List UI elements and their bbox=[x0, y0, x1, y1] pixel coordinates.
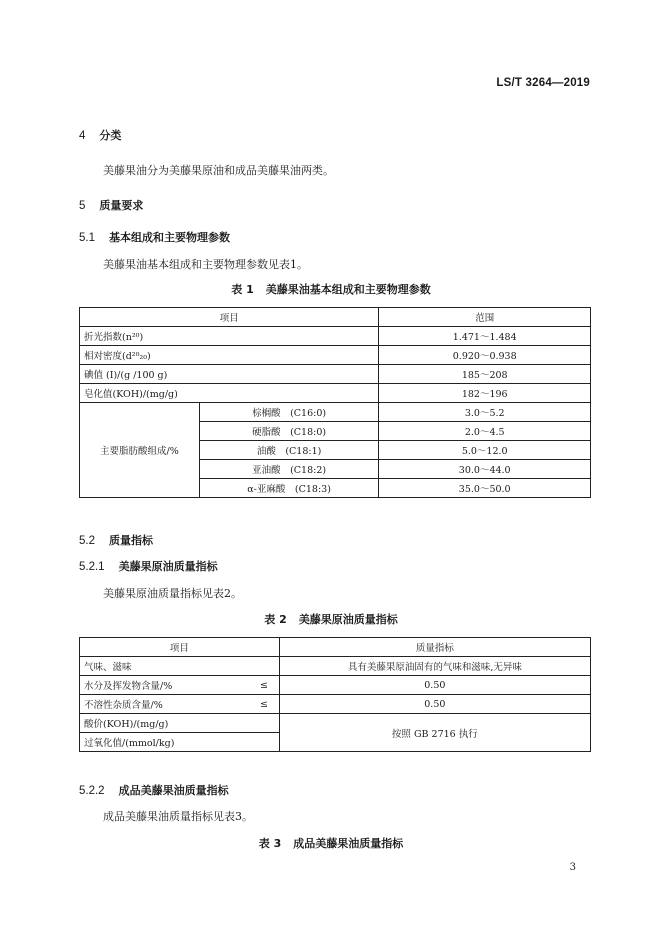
section-4-heading bbox=[79, 127, 121, 143]
standard-code: LS/T 3264—2019 bbox=[496, 77, 590, 89]
section-title: 分类 bbox=[99, 129, 122, 142]
table-3-caption bbox=[0, 835, 662, 851]
table-title: 美藤果原油质量指标 bbox=[298, 613, 398, 626]
table-number: 表 3 bbox=[258, 837, 282, 850]
section-title: 质量要求 bbox=[99, 199, 144, 212]
section-title: 美藤果原油质量指标 bbox=[118, 560, 218, 573]
table-row bbox=[80, 365, 591, 384]
section-number: 5.2.1 bbox=[79, 561, 105, 573]
table-header-row bbox=[80, 638, 591, 657]
section-5-2-2-text: 成品美藤果油质量指标见表3。 bbox=[103, 810, 253, 823]
fatty-acid-cell: 亚油酸 (C18:2) bbox=[199, 460, 379, 479]
item-cell: 碘值 (I)/(g /100 g) bbox=[80, 365, 379, 384]
fatty-acid-cell: 硬脂酸 (C18:0) bbox=[199, 422, 379, 441]
fatty-acid-cell: 油酸 (C18:1) bbox=[199, 441, 379, 460]
table-1-caption bbox=[0, 281, 662, 297]
table-row bbox=[80, 384, 591, 403]
table-row bbox=[80, 657, 591, 676]
item-cell: 折光指数(n²⁰) bbox=[80, 327, 379, 346]
section-5-1-heading bbox=[79, 229, 230, 245]
item-cell: 相对密度(d²⁰₂₀) bbox=[80, 346, 379, 365]
table-title: 成品美藤果油质量指标 bbox=[293, 837, 404, 850]
header-cell: 质量指标 bbox=[279, 638, 590, 657]
fatty-acid-cell: α-亚麻酸 (C18:3) bbox=[199, 479, 379, 498]
table-number: 表 1 bbox=[231, 283, 254, 296]
fatty-acid-cell: 棕榈酸 (C16:0) bbox=[199, 403, 379, 422]
section-5-2-heading bbox=[79, 532, 153, 548]
value-cell: 2.0～4.5 bbox=[379, 422, 591, 441]
section-number: 5.2.2 bbox=[79, 785, 105, 797]
item-cell: 过氧化值/(mmol/kg) bbox=[80, 733, 280, 752]
table-2-caption bbox=[0, 611, 662, 627]
section-4-text: 美藤果油分为美藤果原油和成品美藤果油两类。 bbox=[103, 164, 334, 177]
value-cell: 35.0～50.0 bbox=[379, 479, 591, 498]
item-cell: 水分及挥发物含量/% bbox=[80, 676, 250, 695]
section-5-2-1-heading bbox=[79, 558, 218, 574]
value-cell: 3.0～5.2 bbox=[379, 403, 591, 422]
value-cell: 按照 GB 2716 执行 bbox=[279, 714, 590, 752]
table-row bbox=[80, 346, 591, 365]
page-number: 3 bbox=[569, 862, 576, 873]
value-cell: 0.50 bbox=[279, 676, 590, 695]
section-5-2-1-text: 美藤果原油质量指标见表2。 bbox=[103, 587, 242, 600]
operator-cell: ≤ bbox=[249, 676, 279, 695]
value-cell: 185～208 bbox=[379, 365, 591, 384]
table-row bbox=[80, 695, 591, 714]
value-cell: 182～196 bbox=[379, 384, 591, 403]
table-2 bbox=[79, 637, 591, 752]
section-number: 5.1 bbox=[79, 232, 95, 244]
header-cell: 项目 bbox=[80, 308, 379, 327]
value-cell: 1.471～1.484 bbox=[379, 327, 591, 346]
section-number: 5 bbox=[79, 200, 86, 212]
item-cell: 皂化值(KOH)/(mg/g) bbox=[80, 384, 379, 403]
section-5-1-text: 美藤果油基本组成和主要物理参数见表1。 bbox=[103, 258, 308, 271]
header-cell: 项目 bbox=[80, 638, 280, 657]
section-title: 基本组成和主要物理参数 bbox=[109, 231, 230, 244]
section-5-2-2-heading bbox=[79, 782, 229, 798]
table-row bbox=[80, 403, 591, 422]
header-cell: 范围 bbox=[379, 308, 591, 327]
table-row bbox=[80, 327, 591, 346]
section-title: 成品美藤果油质量指标 bbox=[118, 784, 229, 797]
table-row bbox=[80, 676, 591, 695]
value-cell: 30.0～44.0 bbox=[379, 460, 591, 479]
value-cell: 5.0～12.0 bbox=[379, 441, 591, 460]
table-header-row bbox=[80, 308, 591, 327]
value-cell: 0.920～0.938 bbox=[379, 346, 591, 365]
table-title: 美藤果油基本组成和主要物理参数 bbox=[265, 283, 431, 296]
item-cell: 不溶性杂质含量/% bbox=[80, 695, 250, 714]
group-label-cell: 主要脂肪酸组成/% bbox=[80, 403, 200, 498]
table-number: 表 2 bbox=[264, 613, 287, 626]
section-5-heading bbox=[79, 197, 143, 213]
value-cell: 具有美藤果原油固有的气味和滋味,无异味 bbox=[279, 657, 590, 676]
value-cell: 0.50 bbox=[279, 695, 590, 714]
section-number: 4 bbox=[79, 130, 86, 142]
table-row bbox=[80, 714, 591, 733]
item-cell: 气味、滋味 bbox=[80, 657, 280, 676]
section-number: 5.2 bbox=[79, 535, 95, 547]
table-1 bbox=[79, 307, 591, 498]
operator-cell: ≤ bbox=[249, 695, 279, 714]
item-cell: 酸价(KOH)/(mg/g) bbox=[80, 714, 280, 733]
section-title: 质量指标 bbox=[109, 534, 153, 547]
